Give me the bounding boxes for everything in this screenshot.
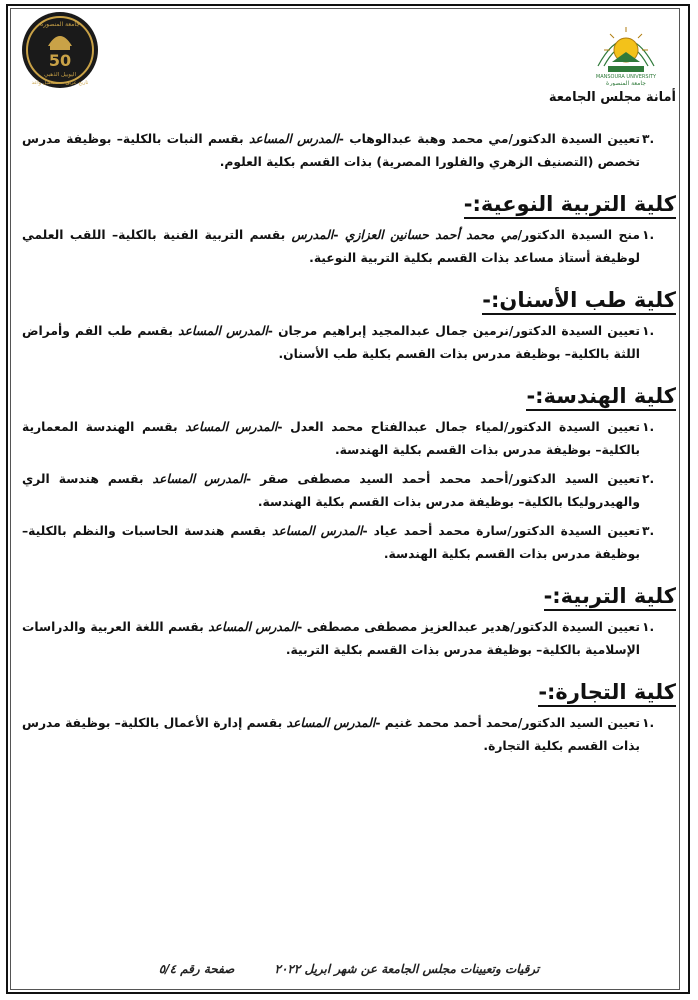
item-text-part: بقسم التربية الفنية بالكلية– اللقب العلمي لوظيفة <box>22 228 640 265</box>
item-text-part: بقسم طب الفم وأمراض اللثة بالكلية– بوظيفة <box>22 324 640 361</box>
item-text-part: المدرس المساعد <box>152 472 246 486</box>
decision-item <box>22 416 676 462</box>
faculty-heading-text: كلية التربية:- <box>544 584 676 611</box>
item-text-part: مدرس <box>443 643 483 657</box>
item-text-part: - <box>245 472 261 486</box>
item-text-part: تخصص <box>593 155 640 169</box>
item-text-part: - <box>297 620 307 634</box>
item-text-part: هدير عبدالعزيز مصطفى مصطفى <box>306 620 511 634</box>
decision-item <box>22 712 676 758</box>
item-text-part: محمد أحمد محمد غنيم <box>384 716 518 730</box>
faculty-heading <box>22 286 676 314</box>
logo-left-top-text: جامعة المنصورة <box>40 21 80 28</box>
item-text-part: - <box>267 324 279 338</box>
item-text-part: المدرس المساعد <box>248 132 339 146</box>
item-text-part: مي محمد أحمد حسانين العزازي <box>344 228 518 242</box>
item-text-part: منح السيدة الدكتور/ <box>517 228 640 242</box>
page-footer <box>40 962 658 976</box>
item-number: .٢ <box>642 472 655 486</box>
item-number: .١ <box>642 620 655 634</box>
item-text-part: - <box>277 420 291 434</box>
decision-item <box>22 128 676 174</box>
footer-doc-title: ترقيات وتعيينات مجلس الجامعة عن شهر ابريل ٢٠٢٢ <box>274 962 540 976</box>
item-number: .٣ <box>642 524 655 538</box>
item-text-part: (التصنيف الزهري والفلورا المصرية) <box>376 155 594 169</box>
faculty-heading-text: كلية التجارة:- <box>538 680 676 707</box>
faculty-heading <box>22 582 676 610</box>
logo-right-caption: MANSOURA UNIVERSITY <box>595 74 657 80</box>
item-text-part: - <box>375 716 385 730</box>
item-text-part: مدرس <box>502 443 542 457</box>
decision-item <box>22 616 676 662</box>
decision-item <box>22 224 676 270</box>
item-text-part: بذات القسم بكلية طب الأسنان. <box>278 347 473 361</box>
item-text-part: مدرس <box>22 716 61 730</box>
faculty-heading <box>22 190 676 218</box>
item-text-part: تعيين السيد الدكتور/ <box>508 472 640 486</box>
item-text-part: نرمين جمال عبدالمجيد إبراهيم مرجان <box>278 324 509 338</box>
item-text-part: بذات القسم بكلية الهندسة. <box>257 495 426 509</box>
item-text-part: - <box>333 228 345 242</box>
item-text-part: المدرس المساعد <box>178 324 268 338</box>
item-text-part: مدرس <box>22 132 61 146</box>
item-text-part: بذات القسم بكلية الهندسة. <box>383 547 552 561</box>
item-text-part: سارة محمد أحمد عياد <box>373 524 508 538</box>
logo-left-number: 50 <box>48 51 72 70</box>
item-number: .١ <box>642 228 655 242</box>
golden-jubilee-logo <box>20 10 100 90</box>
logo-right-caption-ar: جامعة المنصورة <box>606 80 646 86</box>
faculty-heading-text: كلية طب الأسنان:- <box>482 288 676 315</box>
logo-left-bottom-text: تاريخ عريق .. مستقبل واعد <box>31 80 89 86</box>
item-text-part: بقسم هندسة الحاسبات والنظم بالكلية– بوظيفة <box>22 524 640 561</box>
logo-left-sub-text: اليوبيل الذهبي <box>43 72 77 78</box>
item-text-part: المدرس <box>291 228 334 242</box>
item-number: .١ <box>642 324 655 338</box>
item-number: .١ <box>642 716 655 730</box>
item-text-part: بقسم هندسة الري والهيدروليكا بالكلية– بوظيفة <box>22 472 640 509</box>
item-text-part: - <box>338 132 350 146</box>
mansoura-university-logo <box>590 22 662 86</box>
faculty-heading-text: كلية الهندسة:- <box>526 384 676 411</box>
item-number: .٣ <box>642 132 655 146</box>
item-text-part: تعيين السيدة الدكتور/ <box>510 620 640 634</box>
item-text-part: أحمد محمد أحمد السيد مصطفى صقر <box>260 472 509 486</box>
item-text-part: مدرس <box>472 347 511 361</box>
item-text-part: مدرس <box>425 495 465 509</box>
item-text-part: بذات القسم بكلية الهندسة. <box>334 443 503 457</box>
item-text-part: تعيين السيدة الدكتور/ <box>508 132 640 146</box>
item-text-part: بقسم النبات بالكلية– بوظيفة <box>60 132 249 146</box>
faculty-heading-text: كلية التربية النوعية:- <box>464 192 676 219</box>
item-text-part: بقسم الهندسة المعمارية بالكلية– بوظيفة <box>22 420 640 457</box>
decision-item <box>22 468 676 514</box>
decisions-content <box>22 128 676 764</box>
item-text-part: لمياء جمال عبدالفتاح محمد العدل <box>290 420 504 434</box>
item-text-part: بذات القسم بكلية التجارة. <box>483 739 640 753</box>
item-text-part: المدرس المساعد <box>271 524 363 538</box>
item-text-part: بذات القسم بكلية التربية النوعية. <box>309 251 514 265</box>
faculty-heading <box>22 382 676 410</box>
footer-page-number: صفحة رقم ٥/٤ <box>158 962 235 976</box>
item-text-part: المدرس المساعد <box>286 716 376 730</box>
item-text-part: المدرس المساعد <box>185 420 278 434</box>
item-text-part: بقسم اللغة العربية والدراسات الإسلامية بالكلية– بوظيفة <box>22 620 640 657</box>
item-number: .١ <box>642 420 655 434</box>
decision-item <box>22 320 676 366</box>
item-text-part: تعيين السيدة الدكتور/ <box>508 324 640 338</box>
item-text-part: بذات القسم بكلية العلوم. <box>219 155 377 169</box>
decision-item <box>22 520 676 566</box>
item-text-part: تعيين السيدة الدكتور/ <box>507 524 640 538</box>
item-text-part: المدرس المساعد <box>208 620 298 634</box>
item-text-part: - <box>362 524 374 538</box>
faculty-heading <box>22 678 676 706</box>
item-text-part: مي محمد وهبة عبدالوهاب <box>349 132 509 146</box>
item-text-part: مدرس <box>551 547 591 561</box>
item-text-part: تعيين السيدة الدكتور/ <box>503 420 640 434</box>
secretariat-title: أمانة مجلس الجامعة <box>548 90 676 105</box>
item-text-part: بذات القسم بكلية التربية. <box>285 643 444 657</box>
item-text-part: أستاذ مساعد <box>513 251 591 265</box>
item-text-part: بقسم إدارة الأعمال بالكلية– بوظيفة <box>60 716 287 730</box>
item-text-part: تعيين السيد الدكتور/ <box>517 716 640 730</box>
